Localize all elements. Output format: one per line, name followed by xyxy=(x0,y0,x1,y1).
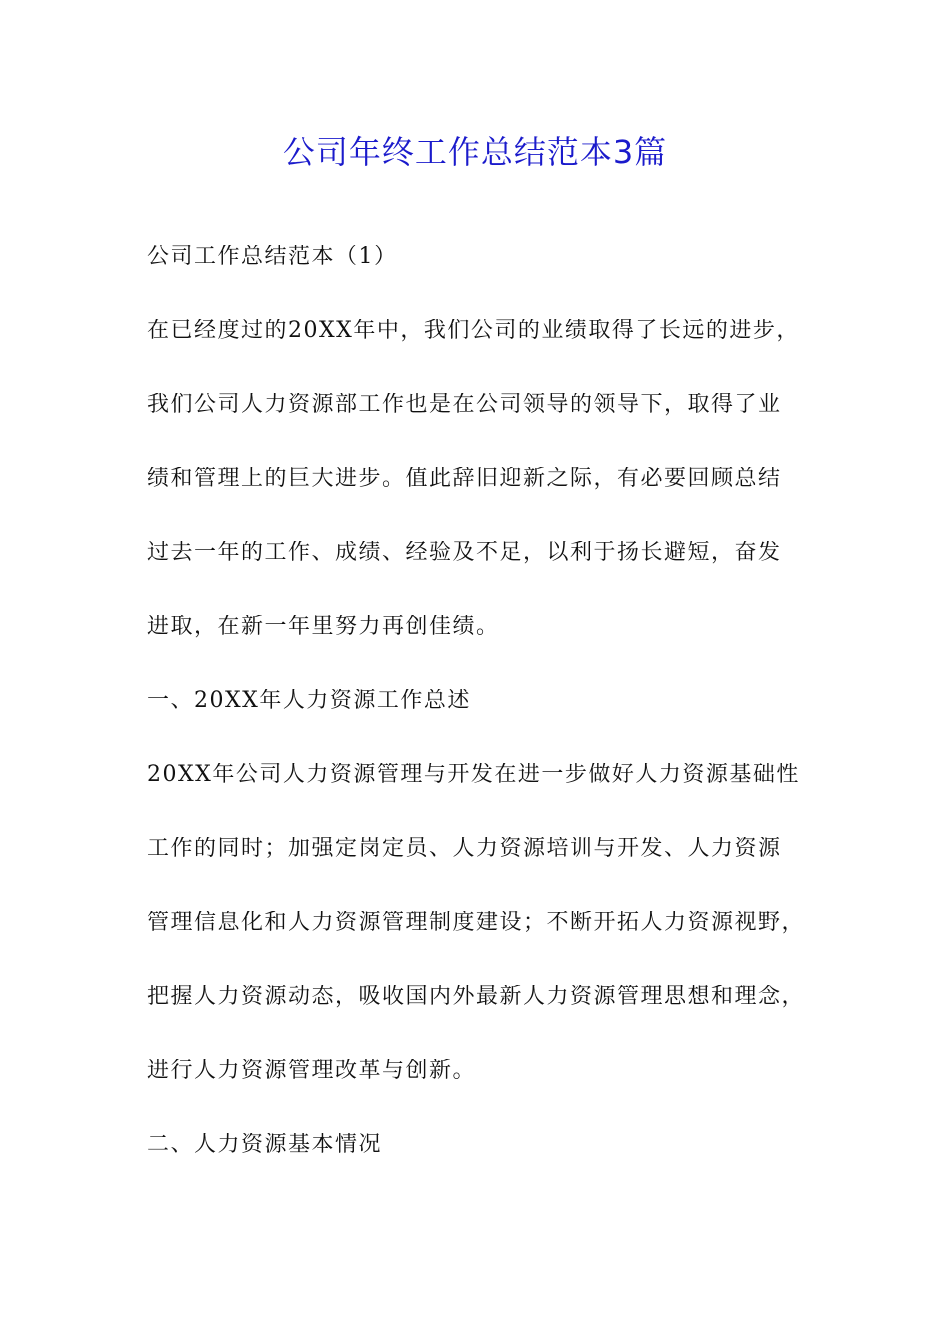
text-line: 绩和管理上的巨大进步。值此辞旧迎新之际，有必要回顾总结 xyxy=(147,467,782,491)
text-line-subheading: 二、人力资源基本情况 xyxy=(147,1133,383,1157)
text-line: 把握人力资源动态，吸收国内外最新人力资源管理思想和理念， xyxy=(147,985,806,1009)
text-line: 管理信息化和人力资源管理制度建设；不断开拓人力资源视野， xyxy=(147,911,806,935)
text-line: 工作的同时；加强定岗定员、人力资源培训与开发、人力资源 xyxy=(147,837,782,861)
text-line: 进取，在新一年里努力再创佳绩。 xyxy=(147,615,500,639)
text-line: 在已经度过的20XX年中，我们公司的业绩取得了长远的进步， xyxy=(147,319,800,343)
text-line: 过去一年的工作、成绩、经验及不足，以利于扬长避短，奋发 xyxy=(147,541,782,565)
text-line-section-heading: 公司工作总结范本（1） xyxy=(147,245,398,269)
text-line: 进行人力资源管理改革与创新。 xyxy=(147,1059,477,1083)
text-line-subheading: 一、20XX年人力资源工作总述 xyxy=(147,689,471,713)
document-body xyxy=(147,245,827,1207)
document-title: 公司年终工作总结范本3篇 xyxy=(282,133,668,171)
text-line: 20XX年公司人力资源管理与开发在进一步做好人力资源基础性 xyxy=(147,763,800,787)
text-line: 我们公司人力资源部工作也是在公司领导的领导下，取得了业 xyxy=(147,393,782,417)
